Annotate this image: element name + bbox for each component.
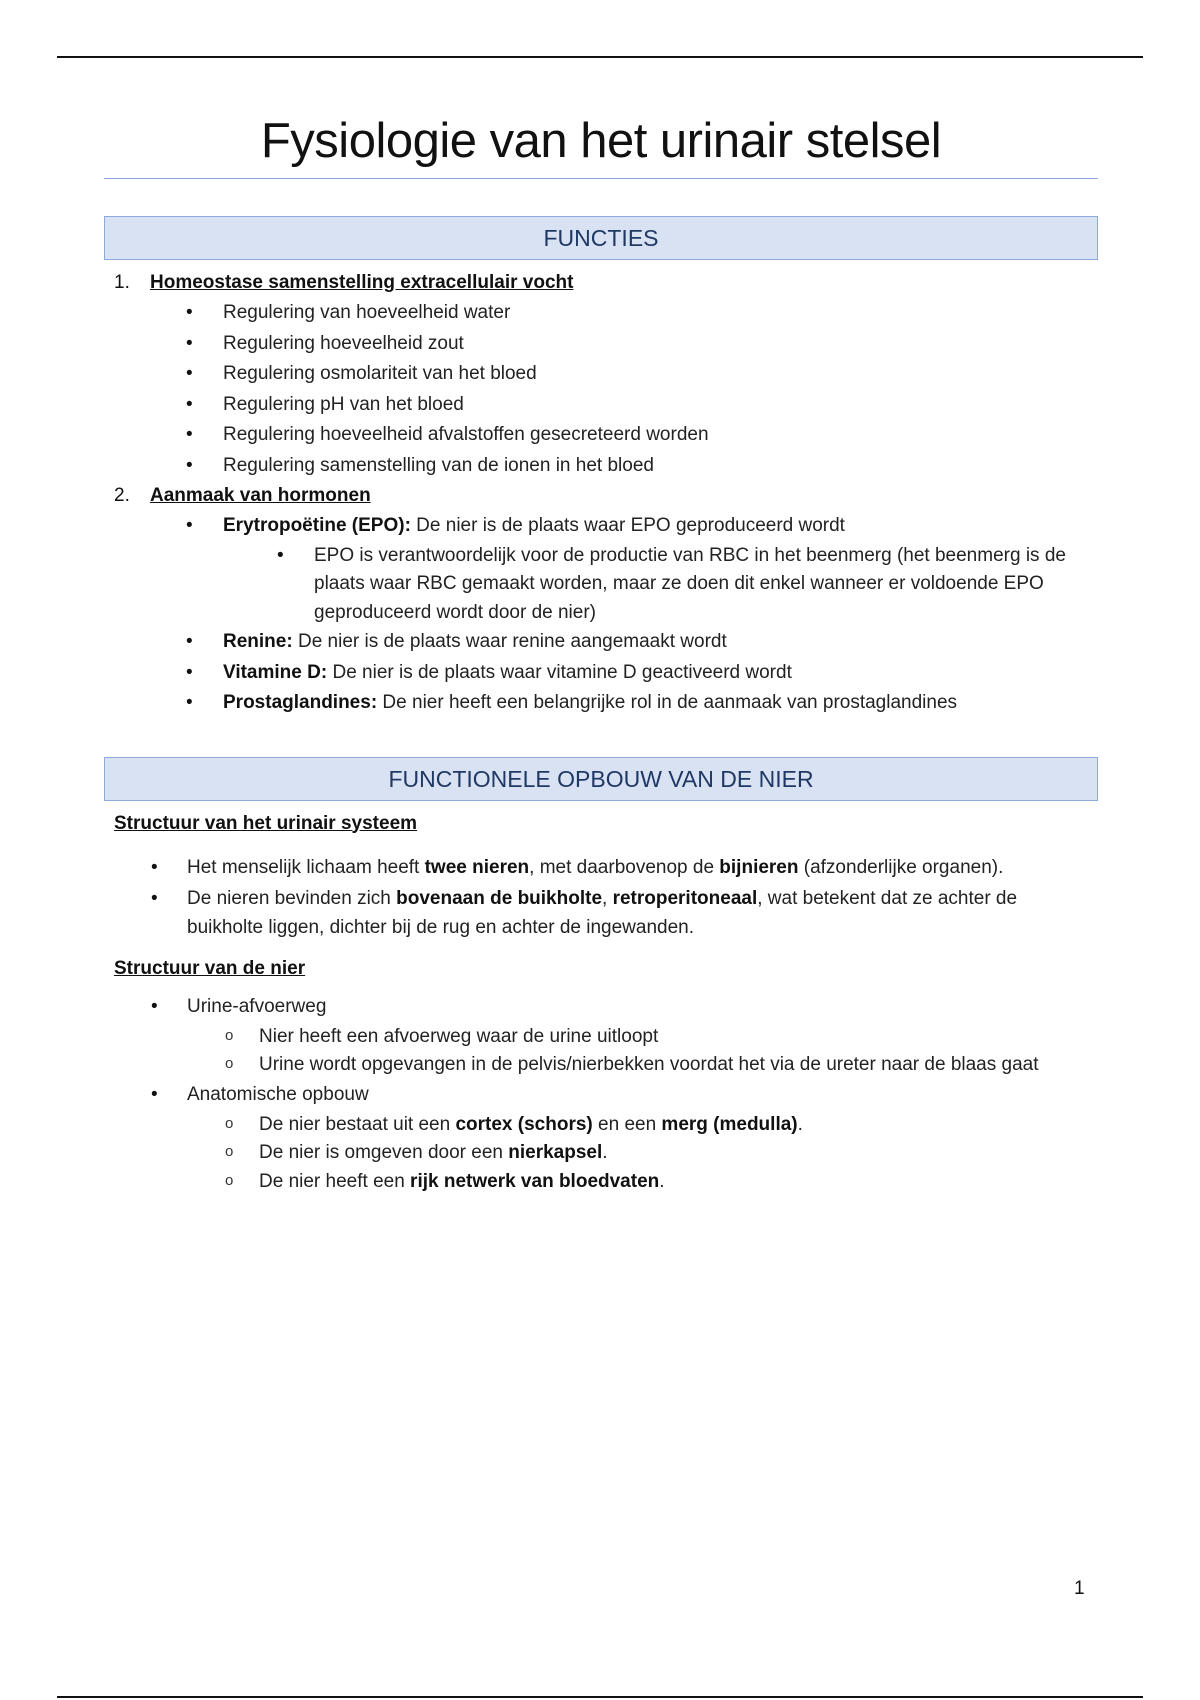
item-number: 1.: [114, 272, 130, 293]
term: Vitamine D:: [223, 661, 328, 683]
item-heading: Homeostase samenstelling extracellulair vocht: [150, 272, 574, 293]
description: De nier heeft een belangrijke rol in de aanmaak van prostaglandines: [377, 692, 958, 713]
item-heading: Aanmaak van hormonen: [150, 485, 371, 506]
page-title: Fysiologie van het urinair stelsel: [104, 108, 1098, 179]
term: Prostaglandines:: [223, 692, 378, 713]
page-number: 1: [1074, 1578, 1085, 1599]
bold-text: rijk netwerk van bloedvaten: [410, 1170, 660, 1192]
list-item: • Regulering hoeveelheid afvalstoffen gesecreteerd worden: [104, 420, 1098, 451]
text: , wat betekent dat ze achter de buikholte liggen, dichter bij de rug en achter de ingewanden.: [187, 887, 1018, 938]
list-item: • Regulering hoeveelheid zout: [104, 329, 1098, 360]
bold-text: bijnieren: [719, 856, 799, 878]
text: ,: [602, 887, 613, 909]
homeostase-list: [104, 298, 1098, 481]
text: Het menselijk lichaam heeft: [187, 856, 425, 878]
description: De nier is de plaats waar renine aangemaakt wordt: [292, 631, 727, 652]
description: De nier is de plaats waar vitamine D geactiveerd wordt: [327, 661, 792, 683]
list-item: • Regulering samenstelling van de ionen in het bloed: [104, 451, 1098, 482]
item-number: 2.: [114, 485, 130, 506]
list-item-prostaglandines: [104, 688, 1098, 719]
list-item-renine: [104, 627, 1098, 658]
list-item: • Regulering van hoeveelheid water: [104, 298, 1098, 329]
text: De nieren bevinden zich: [187, 887, 397, 909]
urinair-systeem-list: [104, 853, 1098, 942]
term: Erytropoëtine (EPO):: [223, 515, 411, 536]
anatomie-sublist: [104, 1111, 1098, 1197]
list-item: [104, 1111, 1098, 1140]
subheading-urinair-systeem: Structuur van het urinair systeem: [114, 812, 418, 834]
text: De nier is omgeven door een: [259, 1142, 509, 1163]
text: .: [797, 1113, 803, 1135]
bold-text: cortex (schors): [455, 1113, 593, 1135]
bold-text: nierkapsel: [508, 1142, 603, 1163]
list-item: • Regulering osmolariteit van het bloed: [104, 359, 1098, 390]
hormonen-list: [104, 511, 1098, 542]
numbered-item-1: [104, 268, 1098, 298]
bold-text: bovenaan de buikholte: [396, 887, 603, 909]
list-item: • Anatomische opbouw: [104, 1080, 1098, 1109]
text: .: [659, 1170, 665, 1192]
list-item-vitamine-d: [104, 658, 1098, 689]
subheading-nier: Structuur van de nier: [114, 957, 306, 979]
list-item: [104, 1168, 1098, 1197]
bold-text: twee nieren: [424, 856, 530, 878]
text: en een: [592, 1113, 662, 1135]
description: De nier is de plaats waar EPO geproduceerd wordt: [410, 515, 845, 536]
numbered-item-2: [104, 481, 1098, 511]
text: .: [602, 1142, 608, 1163]
list-item: [104, 1139, 1098, 1168]
text: De nier heeft een: [259, 1170, 411, 1192]
bold-text: retroperitoneaal: [612, 887, 758, 909]
list-item: • Urine-afvoerweg: [104, 992, 1098, 1021]
bold-text: merg (medulla): [661, 1113, 798, 1135]
bottom-rule: [57, 1696, 1143, 1698]
list-item: o Nier heeft een afvoerweg waar de urine uitloopt: [104, 1023, 1098, 1052]
list-item: [104, 884, 1098, 942]
list-item-epo: [104, 511, 1098, 542]
text: (afzonderlijke organen).: [798, 856, 1004, 878]
text: , met daarbovenop de: [529, 856, 720, 878]
section-heading-opbouw: FUNCTIONELE OPBOUW VAN DE NIER: [104, 757, 1098, 801]
hormonen-list-cont: [104, 627, 1098, 719]
epo-sublist: [104, 542, 1098, 628]
list-item: [104, 853, 1098, 882]
list-item: o Urine wordt opgevangen in de pelvis/nierbekken voordat het via de ureter naar de blaas gaat: [104, 1051, 1098, 1080]
list-item: • Regulering pH van het bloed: [104, 390, 1098, 421]
section-heading-functies: FUNCTIES: [104, 216, 1098, 260]
term: Renine:: [223, 631, 293, 652]
afvoer-sublist: [104, 1023, 1098, 1080]
nier-list-cont: [104, 1080, 1098, 1109]
list-item: • EPO is verantwoordelijk voor de productie van RBC in het beenmerg (het beenmerg is de plaats waar RBC gemaakt worden, maar ze doen dit enkel wanneer er voldoende EPO geproduceerd wordt door de nier): [104, 542, 1098, 628]
top-rule: [57, 56, 1143, 58]
document-page: [104, 108, 1098, 1196]
nier-list: [104, 992, 1098, 1021]
text: De nier bestaat uit een: [259, 1113, 456, 1135]
